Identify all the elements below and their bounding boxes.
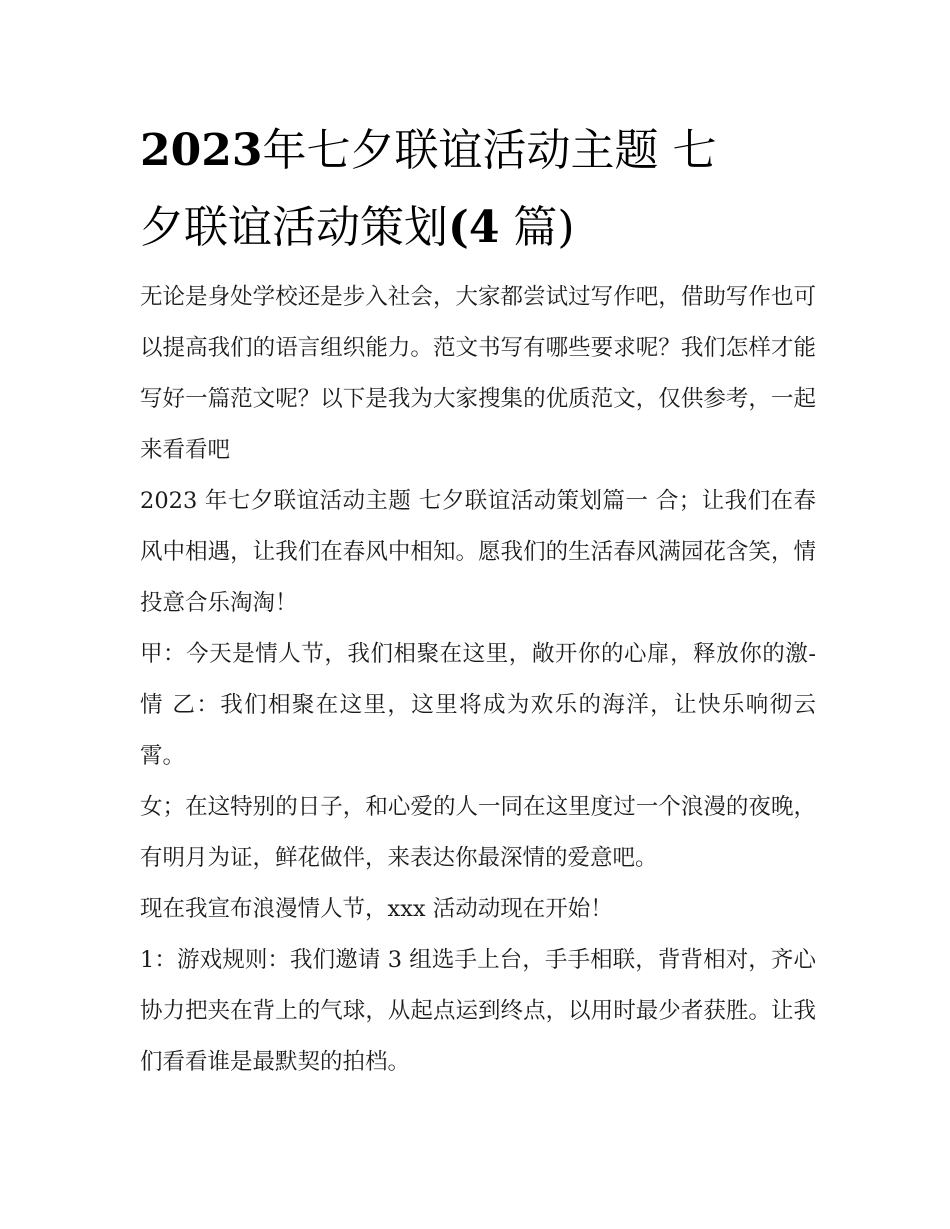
title-text-line2: 夕联谊活动策划 (140, 202, 448, 253)
paragraph-announcement: 现在我宣布浪漫情人节，xxx 活动动现在开始！ (140, 896, 613, 922)
paragraph-section-one: 2023 年七夕联谊活动主题 七夕联谊活动策划篇一 合；让我们在春风中相遇，让我们在春风中相知。愿我们的生活春风满园花含笑，情投意合乐淘淘！ (140, 488, 816, 616)
title-text-line1: 年七夕联谊活动主题 七 (262, 125, 717, 176)
paragraph-intro: 无论是身处学校还是步入社会，大家都尝试过写作吧，借助写作也可以提高我们的语言组织能力。范文书写有哪些要求呢？我们怎样才能写好一篇范文呢？以下是我为大家搜集的优质范文，仅供参考，一起来看看吧 (140, 284, 816, 463)
title-year: 2023 (140, 125, 263, 176)
paragraph-host-a-b: 甲：今天是情人节，我们相聚在这里，敞开你的心扉，释放你的激-情 乙：我们相聚在这里，这里将成为欢乐的海洋，让快乐响彻云霄。 (140, 641, 816, 769)
paragraph-host-female: 女；在这特别的日子，和心爱的人一同在这里度过一个浪漫的夜晚，有明月为证，鲜花做伴，来表达你最深情的爱意吧。 (140, 794, 816, 871)
document-content (140, 112, 816, 1088)
document-title (140, 112, 816, 266)
title-text-line2-end: 篇) (499, 202, 575, 253)
title-count: (4 (448, 202, 500, 253)
paragraph-game-rules: 1：游戏规则：我们邀请 3 组选手上台，手手相联，背背相对，齐心协力把夹在背上的气球，从起点运到终点，以用时最少者获胜。让我们看看谁是最默契的拍档。 (140, 947, 816, 1075)
